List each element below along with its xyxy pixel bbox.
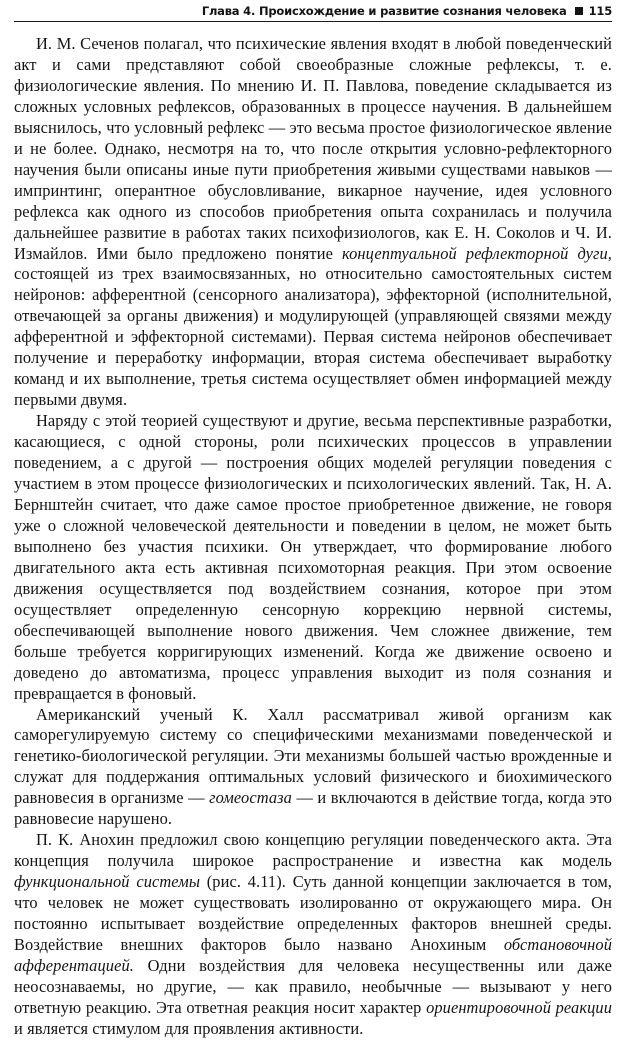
paragraph-anokhin [14, 830, 612, 1040]
paragraph-text: (рис. 4.11). Суть данной концепции заключается в том, что человек не может существовать изолированно от окружающего мира. Он постоянно испытывает воздействие определенных факторов внешней среды. Воздействие внешних факторов было названо Анохиным [14, 872, 612, 954]
paragraph-bernstein [14, 411, 612, 704]
paragraph-hull [14, 705, 612, 831]
paragraph-text: Наряду с этой теорией существуют и другие, весьма перспективные разработки, касающиеся, с одной стороны, роли психических процессов в управлении поведением, а с другой — построения общих моделей регуляции поведения с участием в этом процессе физиологических и психологических явлений. Так, Н. А. Бернштейн считает, что даже самое простое приобретенное движение, не говоря уже о сложной человеческой деятельности и поведении в целом, не может быть выполнено без участия психики. Он утверждает, что формирование любого двигательного акта есть активная психомоторная реакция. При этом освоение движения осуществляется под воздействием сознания, которое при этом осуществляет определенную сенсорную коррекцию нервной системы, обеспечивающей выполнение нового движения. Чем сложнее движение, тем больше требуется корригирующих изменений. Когда же движение освоено и доведено до автоматизма, процесс управления выходит из поля сознания и превращается в фоновый. [14, 411, 612, 703]
paragraph-text: — и включаются в действие тогда, когда это равновесие нарушено. [14, 788, 612, 829]
term-functional-system: функциональной системы [14, 872, 201, 892]
paragraph-text: Американский ученый К. Халл рассматривал живой организм как саморегулируемую систему со специфическими механизмами поведенческой и генетико-биологической регуляции. Эти механизмы большей частью врожденные и служат для поддержания оптимальных условий физического и биохимического равновесия в организме — [14, 704, 612, 808]
paragraph-text: Одни воздействия для человека несущественны или даже неосознаваемы, но другие, — как правило, необычные — вызывают у него ответную реакцию. Эта ответная реакция носит характер [14, 955, 612, 1017]
term-conceptual-reflex-arc: концептуальной рефлекторной дуги, [341, 243, 612, 263]
paragraph-text: П. К. Анохин предложил свою концепцию регуляции поведенческого акта. Эта концепция получила широкое распространение и известна как модель [14, 830, 612, 871]
page-number: 115 [588, 3, 612, 18]
running-header [14, 0, 612, 22]
paragraph-text: и является стимулом для проявления активности. [14, 1018, 364, 1038]
term-homeostasis: гомеостаза [209, 788, 292, 808]
term-situational-afferentation: обстановочной афферентацией. [14, 934, 612, 975]
chapter-title: Глава 4. Происхождение и развитие сознания человека [201, 3, 567, 18]
paragraph-text: И. М. Сеченов полагал, что психические явления входят в любой поведенческий акт и сами представляют собой своеобразные сложные рефлексы, т. е. физиологические явления. По мнению И. П. Павлова, поведение складывается из сложных условных рефлексов, образованных в процессе научения. В дальнейшем выяснилось, что условный рефлекс — это весьма простое физиологическое явление и не более. Однако, несмотря на то, что после открытия условно-рефлекторного научения были описаны иные пути приобретения живыми существами навыков — импринтинг, оперантное обусловливание, викарное научение, идея условного рефлекса как одного из способов приобретения опыта сохранилась и получила дальнейшее развитие в работах таких психофизиологов, как Е. Н. Соколов и Ч. И. Измайлов. Ими было предложено понятие [14, 34, 612, 263]
term-orienting-reaction: ориентировочной реакции [426, 997, 612, 1017]
paragraph-text: состоящей из трех взаимосвязанных, но относительно самостоятельных систем нейронов: афферентной (сенсорного анализатора), эффекторной (исполнительной, отвечающей за органы движения) и модулирующей (управляющей связями между афферентной и эффекторной системами). Первая система нейронов обеспечивает получение и переработку информации, вторая система обеспечивает выработку команд и их выполнение, третья система осуществляет обмен информацией между первыми двумя. [14, 264, 612, 410]
paragraph-sechenov [14, 34, 612, 411]
body-text [14, 34, 612, 1040]
square-bullet-icon [575, 7, 583, 15]
